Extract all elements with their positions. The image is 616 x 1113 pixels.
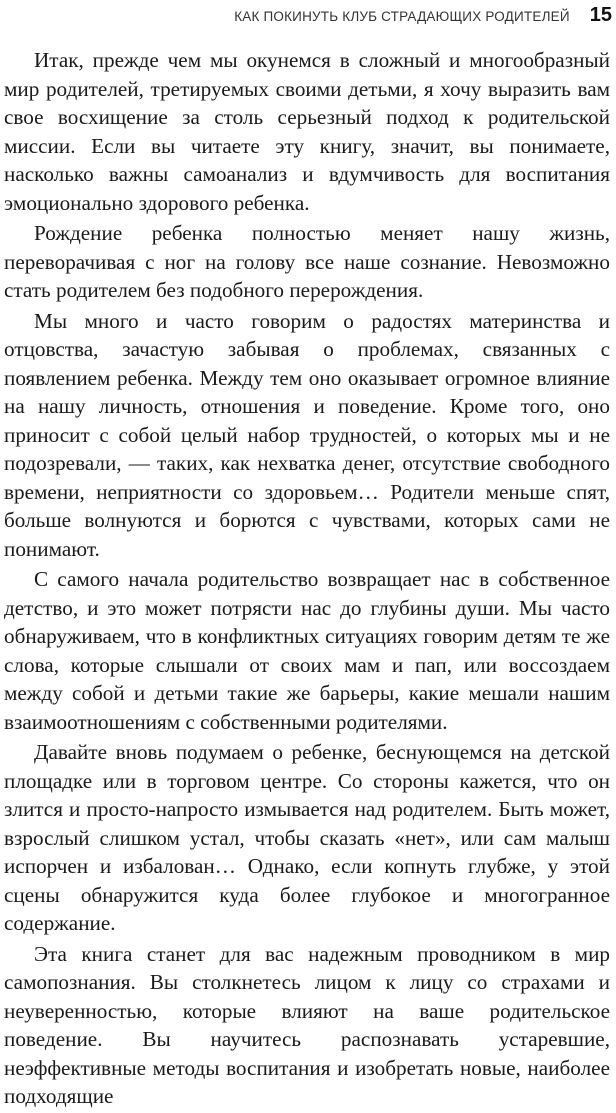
page-number: 15 — [589, 4, 612, 26]
paragraph: Мы много и часто говорим о радостях материнства и отцовства, зачастую забывая о проблемах, связанных с появлением ребенка. Между тем оно оказывает огромное влияние на нашу личность, отношения и поведение. Кроме того, оно приносит с собой целый набор трудностей, о которых мы и не подозревали, — таких, как нехватка денег, отсутствие свободного времени, неприятности со здоровьем… Родители меньше спят, больше волнуются и борются с чувствами, которых сами не понимают. — [4, 308, 610, 561]
running-header-title: КАК ПОКИНУТЬ КЛУБ СТРАДАЮЩИХ РОДИТЕЛЕЙ — [234, 9, 570, 24]
paragraph: Эта книга станет для вас надежным проводником в мир самопознания. Вы столкнетесь лицом к лицу со страхами и неуверенностью, которые влияют на ваше родительское поведение. Вы научитесь распознавать устаревшие, неэффективные методы воспитания и изобретать новые, наиболее подходящие — [4, 941, 610, 1108]
paragraph: Давайте вновь подумаем о ребенке, беснующемся на детской площадке или в торговом центре. Со стороны кажется, что он злится и просто-напросто измывается над родителем. Быть может, взрослый слишком устал, чтобы сказать «нет», или сам малыш испорчен и избалован… Однако, если копнуть глубже, у этой сцены обнаружится куда более глубокое и многогранное содержание. — [4, 740, 610, 935]
running-header — [4, 4, 612, 30]
paragraph: Рождение ребенка полностью меняет нашу жизнь, переворачивая с ног на голову все наше сознание. Невозможно стать родителем без подобного перерождения. — [4, 221, 610, 302]
paragraph: С самого начала родительство возвращает нас в собственное детство, и это может потрясти нас до глубины души. Мы часто обнаруживаем, что в конфликтных ситуациях говорим детям те же слова, которые слышали от своих мам и пап, или воссоздаем между собой и детьми такие же барьеры, какие мешали нашим взаимоотношениям с собственными родителями. — [4, 567, 610, 734]
body-text — [4, 46, 610, 1113]
paragraph: Итак, прежде чем мы окунемся в сложный и многообразный мир родителей, третируемых своими детьми, я хочу выразить вам свое восхищение за столь серьезный подход к родительской миссии. Если вы читаете эту книгу, значит, вы понимаете, насколько важны самоанализ и вдумчивость для воспитания эмоционально здорового ребенка. — [4, 48, 610, 215]
